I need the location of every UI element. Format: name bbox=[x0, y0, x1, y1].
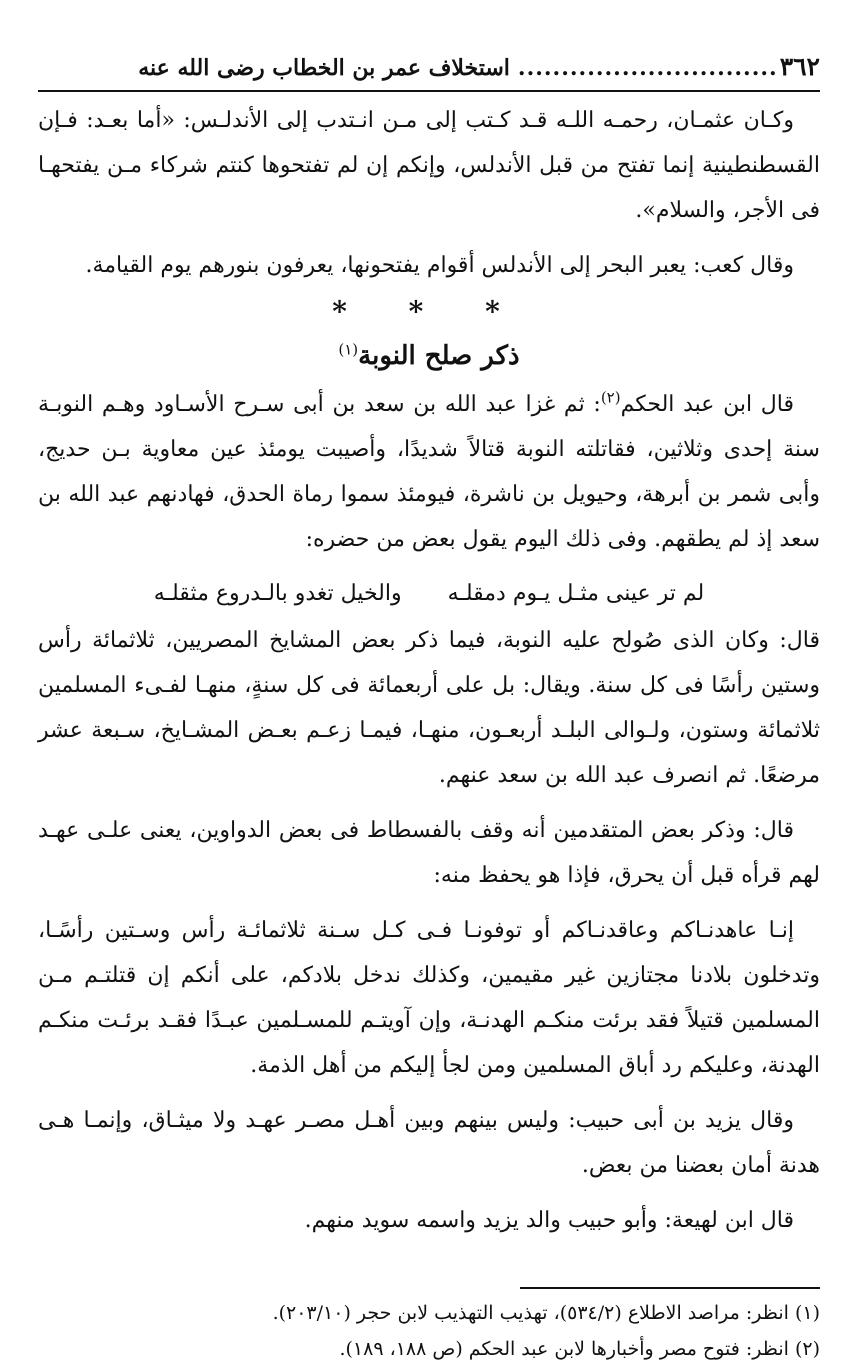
header-title: استخلاف عمر بن الخطاب رضى الله عنه bbox=[138, 55, 510, 81]
paragraph-yazid: وقال يزيد بن أبى حبيب: وليس بينهم وبين أهـل مصـر عهـد ولا ميثـاق، وإنمـا هـى هدنة أمان بعضنا من بعض. bbox=[38, 1108, 820, 1178]
footnote-1: (١) انظر: مراصد الاطلاع (٥٣٤/٢)، تهذيب التهذيب لابن حجر (٢٠٣/١٠). bbox=[272, 1302, 820, 1324]
paragraph-rest: : ثم غزا عبد الله بن سعد بن أبى سـرح الأسـاود وهـم النوبـة سنة إحدى وثلاثين، فقاتلته النوبة قتالاً شديدًا، وأصيبت يومئذ عين معاوية بـن حديج، وأبى شمر بن أبرهة، وحيويل بن ناشرة، فيومئذ سموا رماة الحدق، فهادنهم عبد الله بن سعد إذ لم يطقهم. وفى ذلك اليوم يقول بعض من حضره: bbox=[38, 392, 820, 552]
footnote-ref-2: (٢) bbox=[600, 388, 621, 407]
footnote-2: (٢) انظر: فتوح مصر وأخبارها لابن عبد الحكم (ص ١٨٨، ١٨٩). bbox=[339, 1338, 820, 1360]
verse-first-hemistich: لم تر عينى مثـل يـوم دمقلـه bbox=[447, 581, 705, 606]
paragraph-diwan-record: قال: وذكر بعض المتقدمين أنه وقف بالفسطاط فى بعض الدواوين، يعنى علـى عهـد لهم قرأه قبل أن يحرق، فإذا هو يحفظ منه: bbox=[38, 818, 820, 888]
paragraph-uthman-letter: وكـان عثمـان، رحمـه اللـه قـد كـتب إلى مـن انـتدب إلى الأندلـس: «أما بعـد: فـإن القسطنطينية إنما تفتح من قبل الأندلس، وإنكم إن لم تفتحوها كنتم شركاء مـن يفتحهـا فى الأجر، والسلام». bbox=[38, 108, 820, 223]
section-title: ذكر صلح النوبة bbox=[358, 341, 520, 371]
section-title-footnote-ref: (١) bbox=[338, 340, 359, 359]
footnote-divider bbox=[520, 1287, 820, 1289]
section-separator: * * * bbox=[332, 295, 526, 328]
running-header bbox=[38, 52, 820, 92]
paragraph-lead: قال ابن عبد الحكم bbox=[620, 392, 794, 417]
verse-second-hemistich: والخيل تغدو بالـدروع مثقلـه bbox=[153, 581, 402, 606]
section-heading bbox=[38, 332, 820, 380]
page-number: ٣٦٢ bbox=[779, 52, 820, 81]
footnotes bbox=[38, 1295, 820, 1367]
header-leader-dots: .............................. bbox=[517, 55, 778, 81]
paragraph-ibn-abd-al-hakam bbox=[38, 382, 820, 562]
paragraph-kaab: وقال كعب: يعبر البحر إلى الأندلس أقوام يفتحونها، يعرفون بنورهم يوم القيامة. bbox=[85, 253, 794, 278]
paragraph-treaty-text: إنـا عاهدنـاكم وعاقدنـاكم أو توفونـا فـى كـل سـنة ثلاثمائـة رأس وسـتين رأسًـا، وتدخلون بلادنا مجتازين غير مقيمين، وكذلك ندخل بلادكم، على أنكم إن قتلتـم مـن المسلمين قتيلاً فقد برئت منكـم الهدنـة، وإن آويتـم للمسـلمين عبـدًا فقـد برئـت منكـم الهدنة، وعليكم رد أباق المسلمين ومن لجأ إليكم من أهل الذمة. bbox=[38, 918, 820, 1078]
paragraph-treaty-terms: قال: وكان الذى صُولح عليه النوبة، فيما ذكر بعض المشايخ المصريين، ثلاثمائة رأس وستين رأسًا فى كل سنة. ويقال: بل على أربعمائة فى كل سنةٍ، منهـا لفـىء المسلمين ثلاثمائة وستون، ولـوالى البلـد أربعـون، منهـا، فيمـا زعـم بعـض المشـايخ، سـبعة عشر مرضعًا. ثم انصرف عبد الله بن سعد عنهم. bbox=[38, 628, 820, 788]
paragraph-ibn-lahia: قال ابن لهيعة: وأبو حبيب والد يزيد واسمه سويد منهم. bbox=[304, 1208, 794, 1233]
poem-verse bbox=[38, 570, 820, 618]
